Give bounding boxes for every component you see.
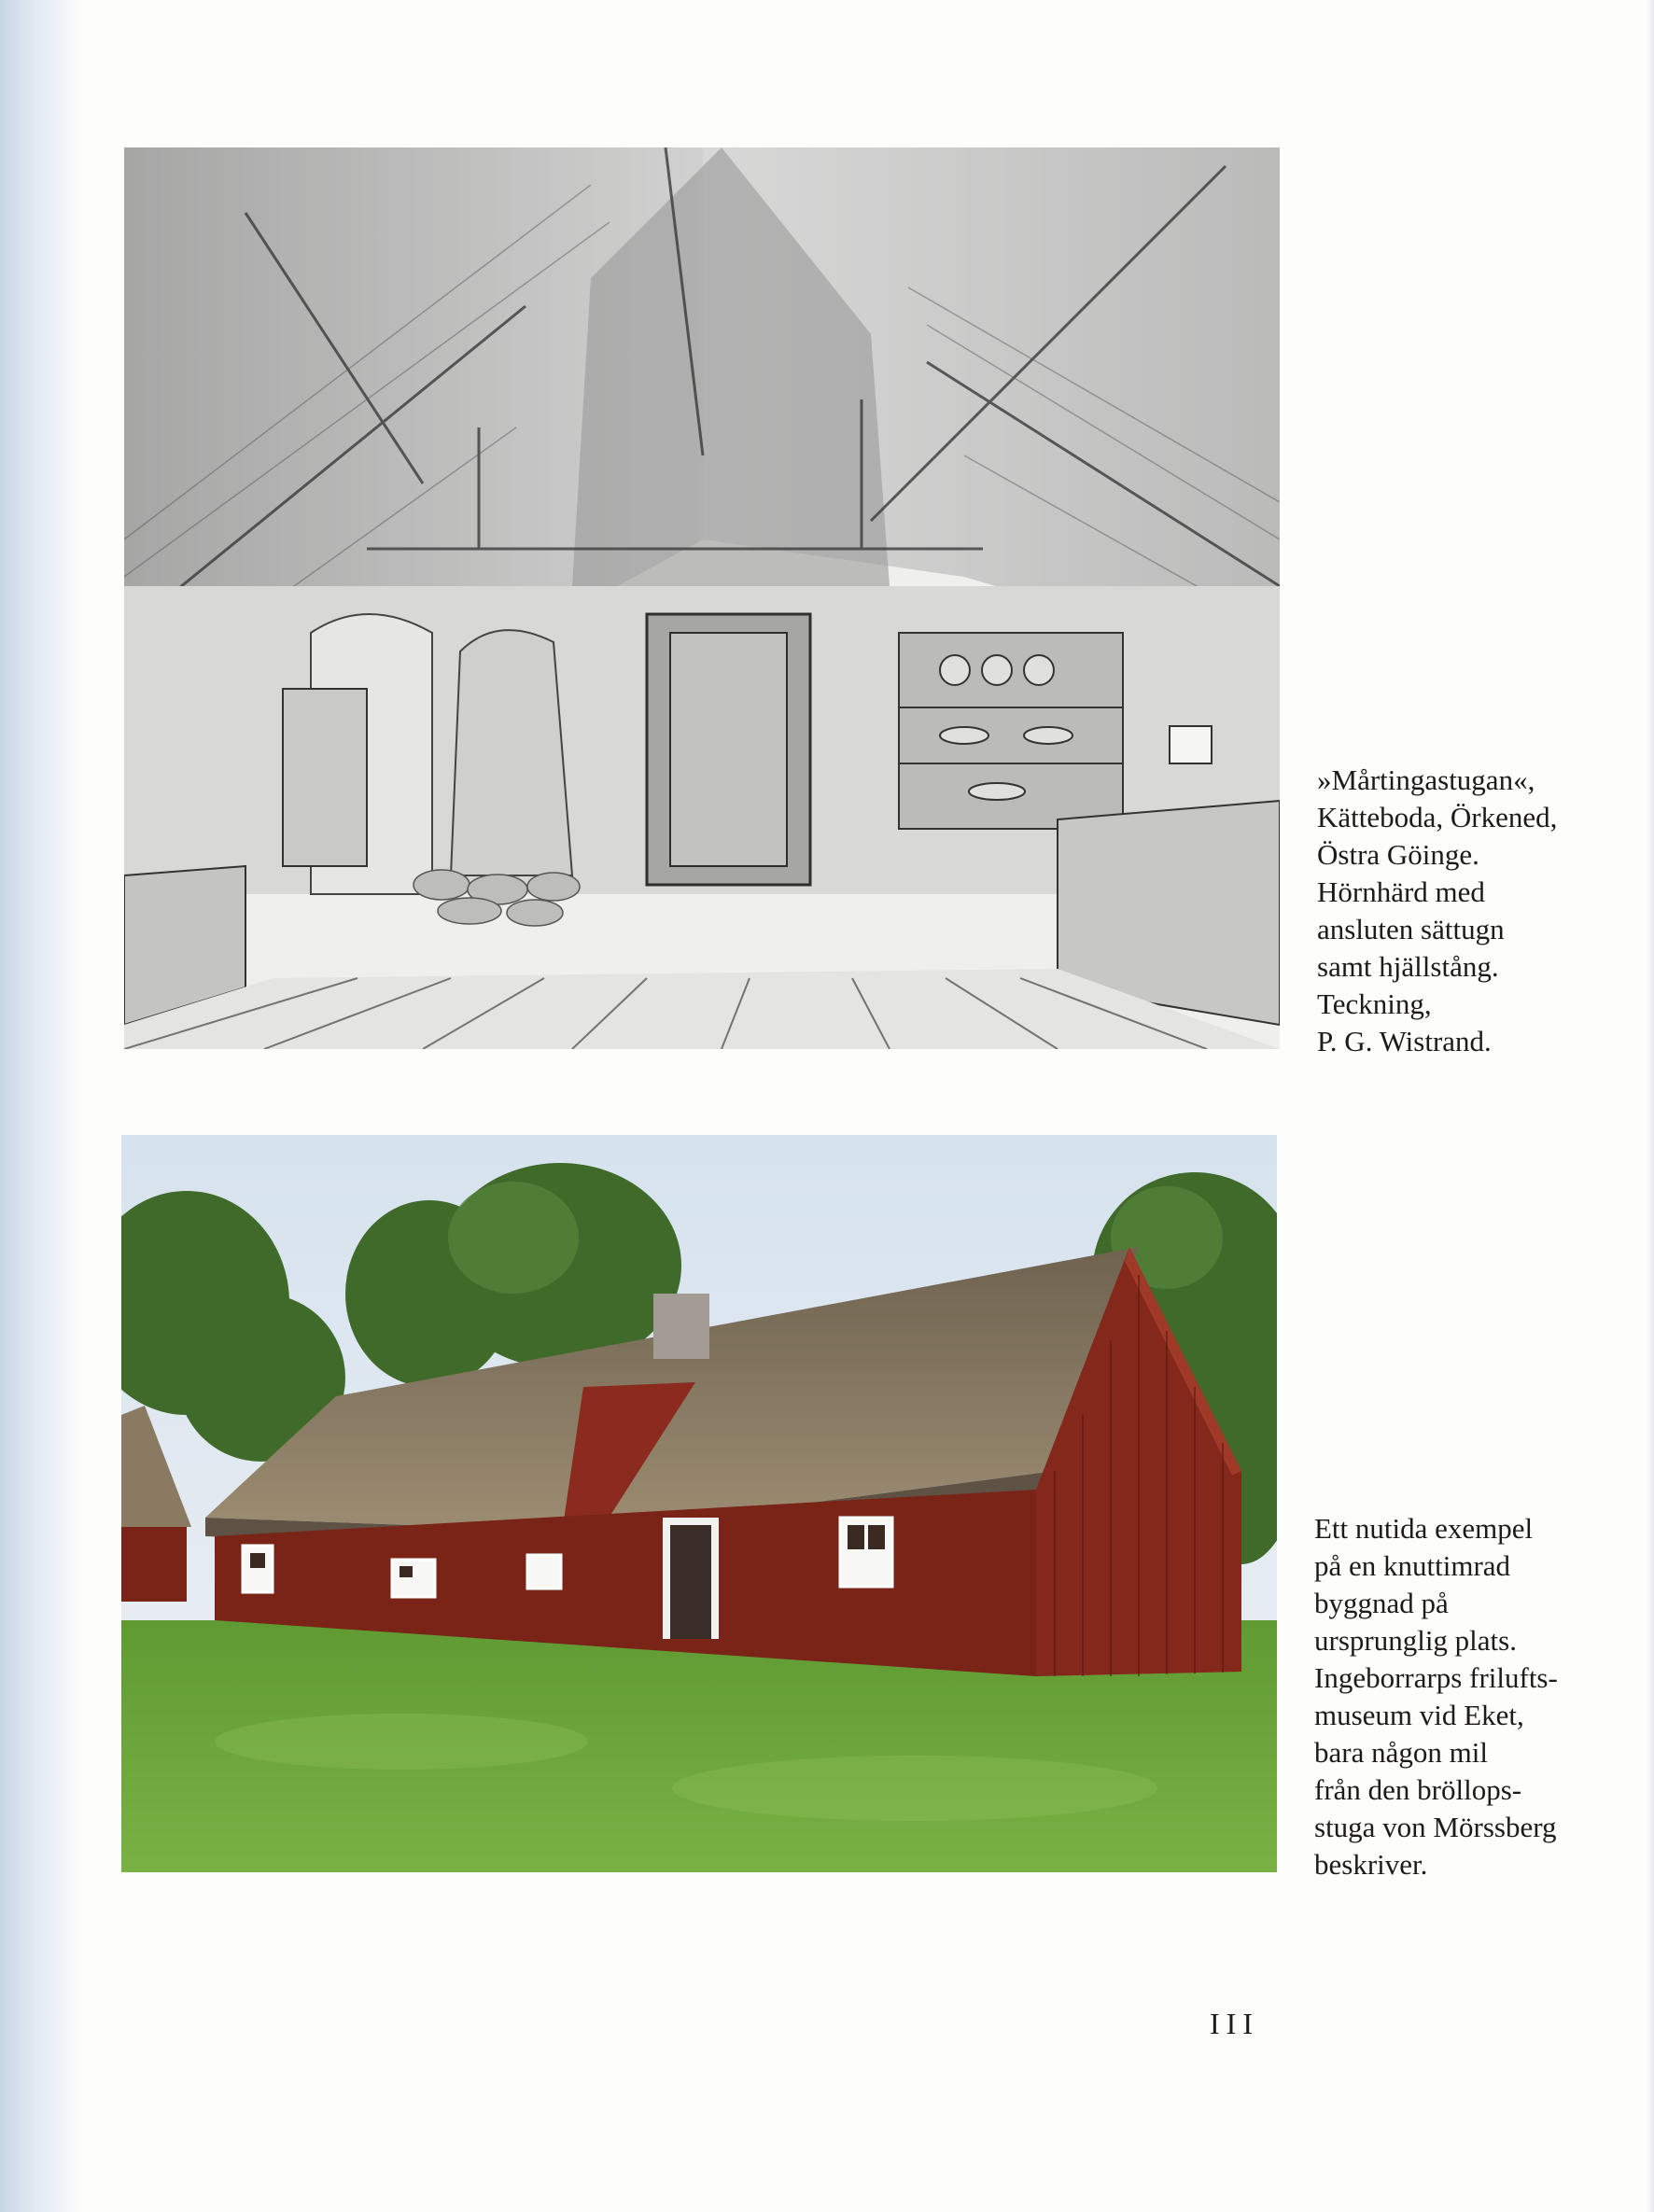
caption-line: från den bröllops- [1314, 1773, 1522, 1806]
caption-line: ansluten sättugn [1317, 913, 1505, 945]
sketch-caption [1317, 762, 1557, 1060]
red-house-photo [121, 1135, 1277, 1872]
caption-line: på en knuttimrad [1314, 1549, 1511, 1582]
caption-line: museum vid Eket, [1314, 1699, 1524, 1731]
caption-line: Ett nutida exempel [1314, 1512, 1534, 1545]
page-edge [1647, 0, 1654, 2212]
caption-line: Ingeborrarps frilufts- [1314, 1661, 1558, 1694]
caption-line: byggnad på [1314, 1587, 1449, 1619]
interior-sketch-drawing [124, 147, 1280, 1049]
caption-line: beskriver. [1314, 1848, 1428, 1881]
interior-sketch-image [124, 147, 1280, 1049]
caption-line: Teckning, [1317, 987, 1432, 1020]
photo-caption [1314, 1510, 1558, 1883]
caption-line: »Mårtingastugan«, [1317, 763, 1535, 796]
caption-line: Östra Göinge. [1317, 838, 1479, 871]
caption-line: Hörnhärd med [1317, 875, 1485, 908]
page-gutter-shadow [0, 0, 84, 2212]
caption-line: samt hjällstång. [1317, 950, 1499, 983]
caption-line: P. G. Wistrand. [1317, 1025, 1492, 1057]
caption-line: stuga von Mörssberg [1314, 1811, 1557, 1843]
caption-line: ursprunglig plats. [1314, 1624, 1517, 1657]
caption-line: Kätteboda, Örkened, [1317, 801, 1558, 833]
caption-line: bara någon mil [1314, 1736, 1488, 1769]
page-number: III [1210, 2007, 1259, 2040]
red-house-illustration [121, 1135, 1277, 1872]
